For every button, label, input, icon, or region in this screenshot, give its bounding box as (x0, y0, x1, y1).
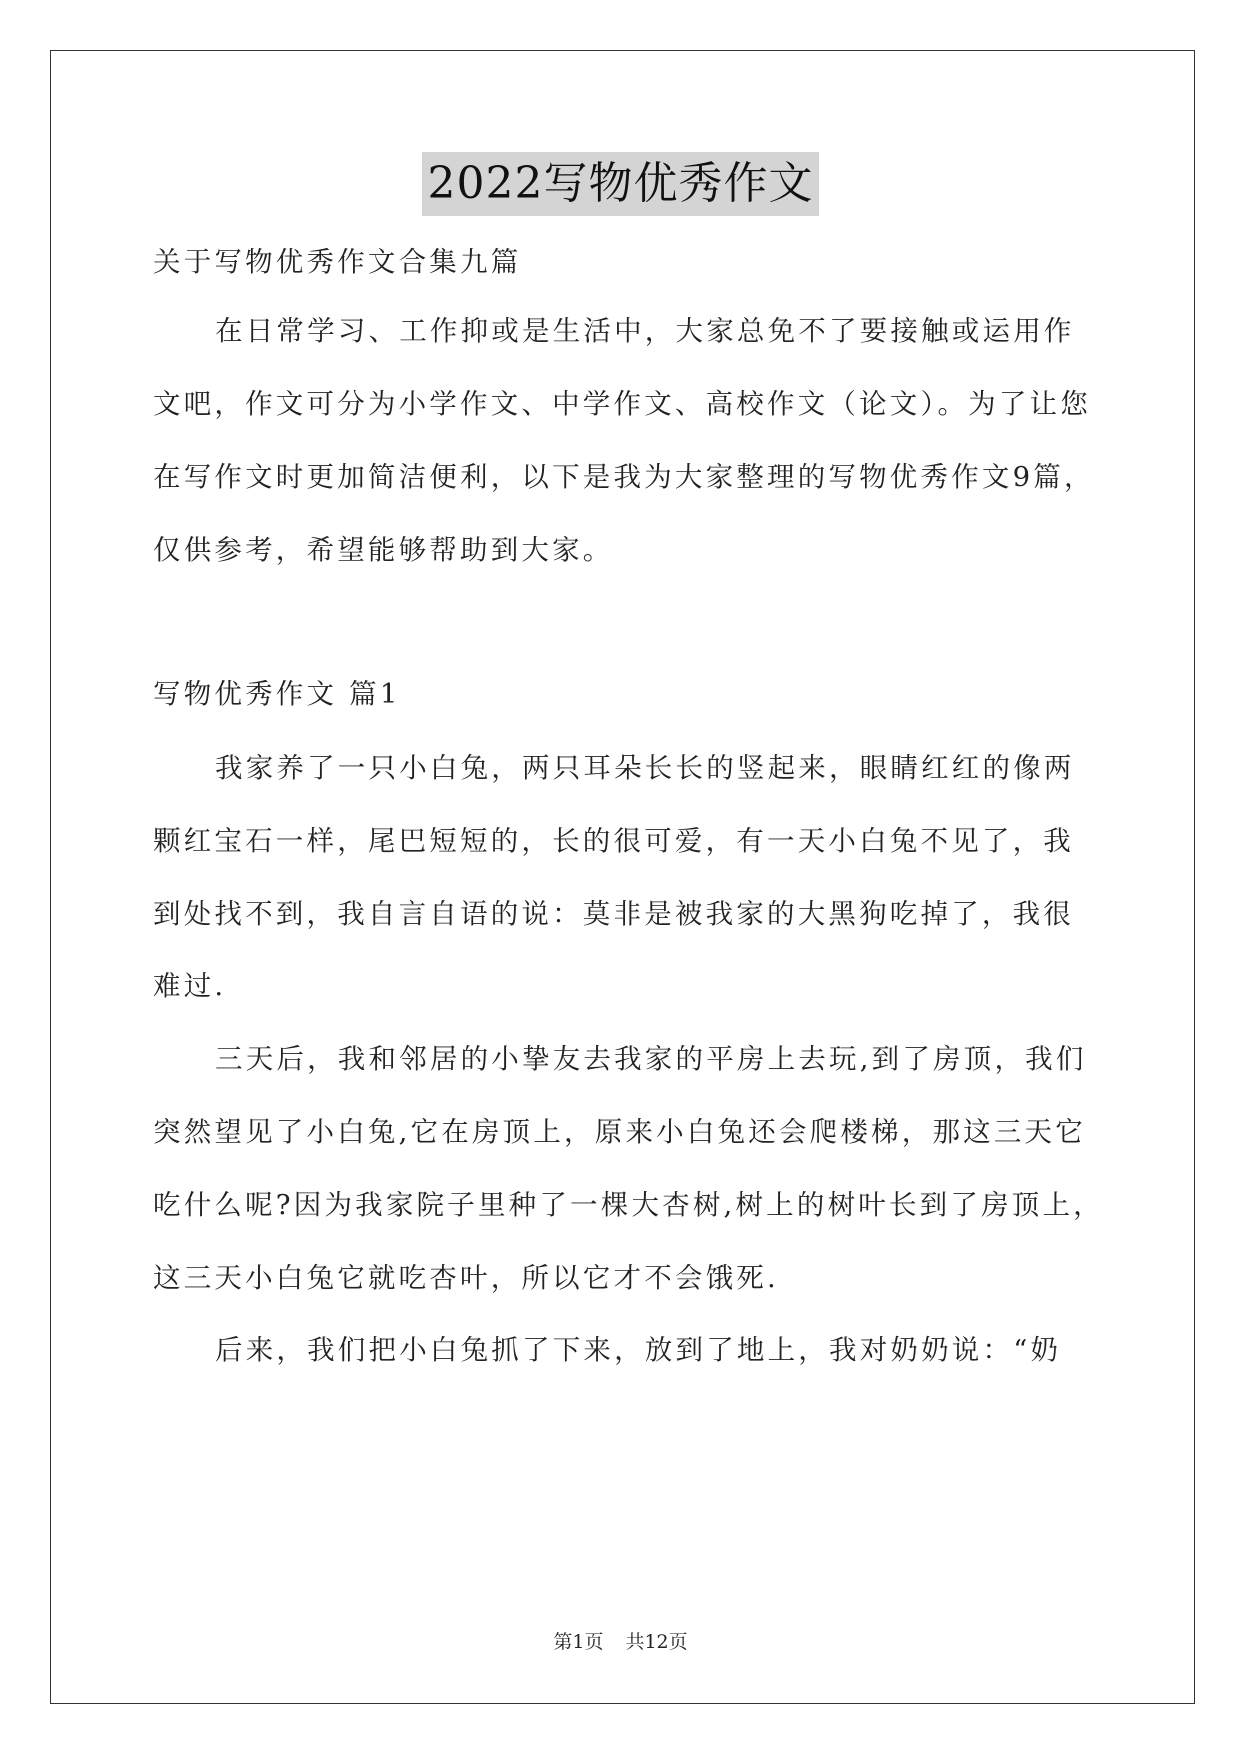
intro-line-2: 文吧，作文可分为小学作文、中学作文、高校作文（论文）。为了让您 (153, 388, 1091, 420)
page-number-total: 共12页 (625, 1631, 688, 1653)
paragraph1-line-3: 到处找不到，我自言自语的说：莫非是被我家的大黑狗吃掉了，我很 (153, 898, 1074, 930)
document-title: 2022写物优秀作文 (422, 152, 820, 216)
paragraph2-line-4: 这三天小白兔它就吃杏叶，所以它才不会饿死. (153, 1262, 779, 1294)
title-container (0, 152, 1241, 216)
intro-line-3: 在写作文时更加简洁便利，以下是我为大家整理的写物优秀作文9篇， (153, 461, 1095, 493)
paragraph2-line-2: 突然望见了小白兔,它在房顶上，原来小白兔还会爬楼梯，那这三天它 (153, 1116, 1086, 1148)
page-number-current: 第1页 (553, 1631, 604, 1653)
document-subtitle: 关于写物优秀作文合集九篇 (153, 246, 522, 278)
paragraph1-line-4: 难过. (153, 970, 227, 1002)
paragraph2-line-1: 三天后，我和邻居的小挚友去我家的平房上去玩,到了房顶，我们 (215, 1043, 1087, 1075)
section-heading: 写物优秀作文 篇1 (153, 678, 401, 710)
page-border (50, 50, 1195, 1704)
paragraph1-line-1: 我家养了一只小白兔，两只耳朵长长的竖起来，眼睛红红的像两 (215, 752, 1075, 784)
intro-line-4: 仅供参考，希望能够帮助到大家。 (153, 534, 614, 566)
page-footer (0, 1630, 1241, 1654)
intro-line-1: 在日常学习、工作抑或是生活中，大家总免不了要接触或运用作 (215, 315, 1075, 347)
paragraph2-line-3: 吃什么呢?因为我家院子里种了一棵大杏树,树上的树叶长到了房顶上， (153, 1189, 1104, 1221)
paragraph1-line-2: 颗红宝石一样，尾巴短短的，长的很可爱，有一天小白兔不见了，我 (153, 825, 1074, 857)
paragraph3-line-1: 后来，我们把小白兔抓了下来，放到了地上，我对奶奶说：“奶 (215, 1334, 1062, 1366)
